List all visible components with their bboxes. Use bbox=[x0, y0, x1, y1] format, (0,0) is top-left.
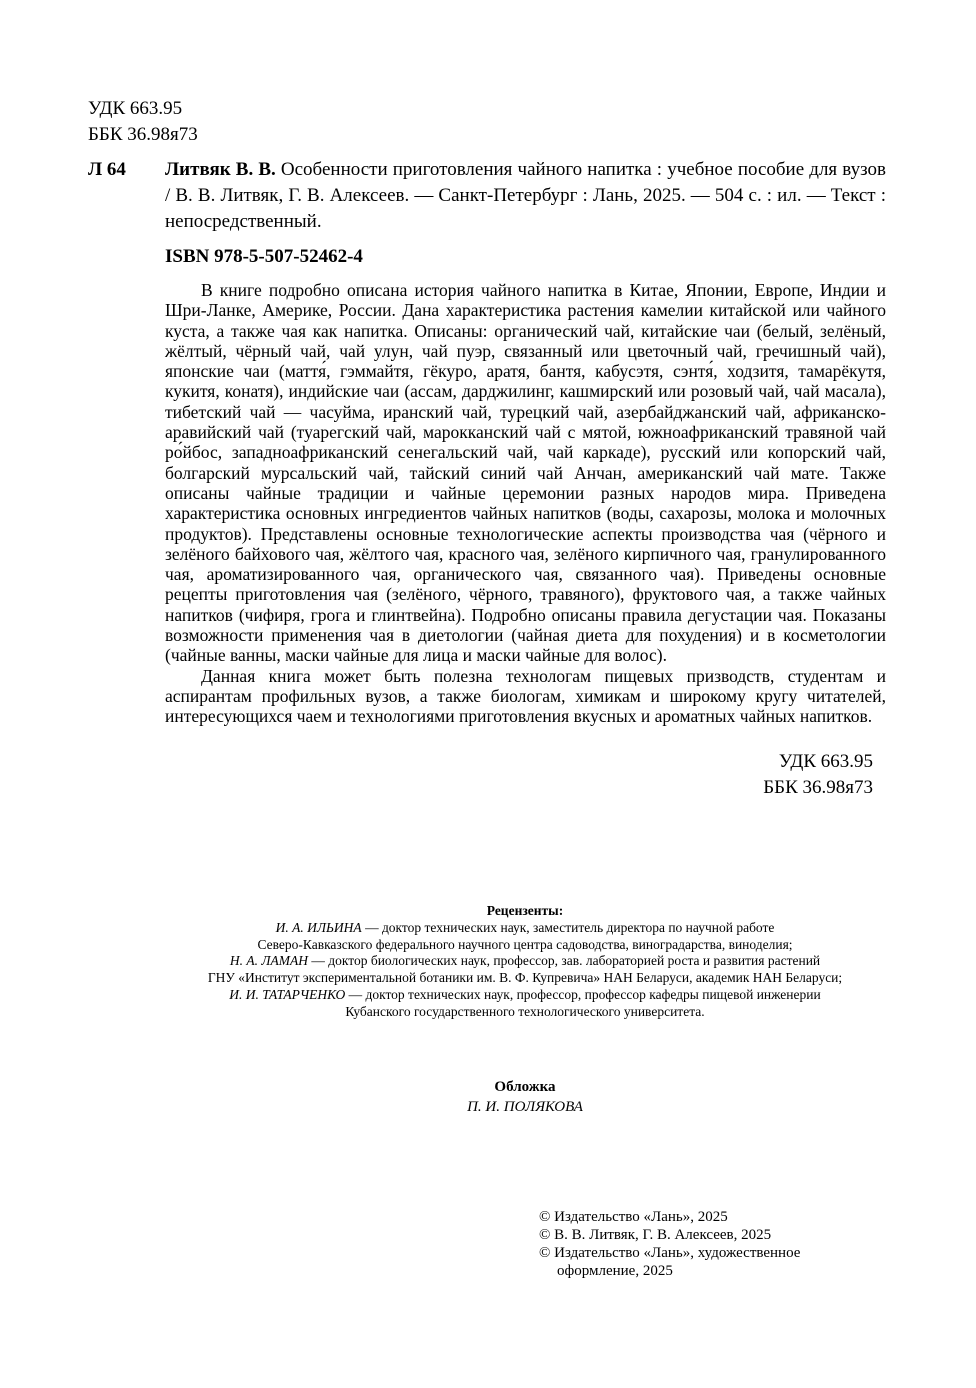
copyright-line-2: © В. В. Литвяк, Г. В. Алексеев, 2025 bbox=[539, 1227, 772, 1243]
reviewer-name: Н. А. ЛАМАН bbox=[229, 953, 308, 969]
citation-description: Особенности приготовления чайного напитка : учебное пособие для вузов / В. В. Литвяк, Г. В. Алексеев. — Санкт-Петербург : Лань, 2025. — 504 с. : ил. — Текст : непосредственный. bbox=[165, 159, 886, 232]
abstract-paragraph-1: В книге подробно описана история чайного напитка в Китае, Японии, Европе, Индии и Шри-Ланке, Америке, России. Дана характеристика растения камелии китайской или чайного куста, а также чая как напитка. Описаны: органический чай, китайские чаи (белый, зелёный, жёлтый, чёрный чай, чай улун, чай пуэр, связанный или цветочный чай, гречишный чай), японские чаи (маття́, гэммайтя, гёкуро, аратя, бантя, кабусэтя, сэнтя́, ходзитя, тамарёкутя, кукитя, конатя), индийские чаи (ассам, дарджилинг, кашмирский или розовый чай, чай масала), тибетский чай — часуйма, иранский чай, турецкий чай, азербайджанский чай, африканско-аравийский чай (туарегский чай, марокканский чай с мятой, южноафриканский травяной чай ро́йбос, западноафриканский сенегальский чай, чай каркаде), русский или копорский чай, болгарский мурсальский чай, тайский синий чай Анчан, американский чай мате. Также описаны чайные традиции и чайные церемонии разных народов мира. Приведена характеристика основных ингредиентов чайных напитков (воды, сахарозы, молока и молочных продуктов). Представлены основные технологические аспекты производства чая (чёрного и зелёного байхового чая, жёлтого чая, красного чая, зелёного кирпичного чая, гранулированного чая, ароматизированного чая, органического чая, связанного чая). Приведены основные рецепты приготовления чая (зелёного, чёрного, травяного), фруктового чая, а также чайных напитков (чифиря, грога и глинтвейна). Подробно описаны правила дегустации чая. Показаны возможности применения чая в диетологии (чайная диета для похудения) и в косметологии (чайные ванны, маски чайные для лица и маски чайные для волос). bbox=[165, 280, 886, 666]
copyright-block bbox=[539, 1208, 800, 1280]
classification-block-top bbox=[88, 96, 198, 148]
udk-code-bottom: УДК 663.95 bbox=[778, 751, 873, 772]
copyright-line-1: © Издательство «Лань», 2025 bbox=[539, 1209, 728, 1225]
reviewer-description: — доктор биологических наук, профессор, зав. лабораторией роста и развития растений bbox=[307, 953, 821, 969]
udk-code-top: УДК 663.95 bbox=[88, 98, 183, 119]
reviewer-name: И. А. ИЛЬИНА bbox=[275, 919, 362, 935]
reviewer-affiliation: ГНУ «Институт экспериментальной ботаники им. В. Ф. Купревича» НАН Беларуси, академик НАН Беларуси; bbox=[207, 970, 843, 986]
reviewer-name: И. И. ТАТАРЧЕНКО bbox=[229, 986, 346, 1002]
reviewer-2 bbox=[100, 953, 950, 987]
reviewer-affiliation: Кубанского государственного технологического университета. bbox=[345, 1003, 705, 1019]
isbn: ISBN 978-5-507-52462-4 bbox=[165, 246, 363, 267]
reviewer-description: — доктор технических наук, заместитель директора по научной работе bbox=[361, 919, 775, 935]
classification-block-bottom bbox=[700, 749, 873, 801]
bbk-code-bottom: ББК 36.98я73 bbox=[763, 777, 873, 798]
reviewer-3 bbox=[100, 987, 950, 1021]
copyright-line-3-continued: оформление, 2025 bbox=[557, 1263, 673, 1279]
abstract bbox=[165, 280, 886, 727]
bibliographic-citation bbox=[165, 157, 886, 235]
cover-credit bbox=[100, 1077, 950, 1117]
reviewer-description: — доктор технических наук, профессор, профессор кафедры пищевой инженерии bbox=[345, 986, 821, 1002]
citation-author: Литвяк В. В. bbox=[165, 159, 276, 180]
reviewers-section bbox=[100, 903, 950, 1021]
abstract-paragraph-2: Данная книга может быть полезна технологам пищевых призводств, студентам и аспирантам профильных вузов, а также биологам, химикам и широкому кругу читателей, интересующихся чаем и технологиями приготовления вкусных и ароматных чайных напитков. bbox=[165, 665, 886, 727]
reviewers-heading: Рецензенты: bbox=[486, 903, 564, 918]
bbk-code-top: ББК 36.98я73 bbox=[88, 124, 198, 145]
cover-heading: Обложка bbox=[494, 1079, 556, 1095]
reviewer-1 bbox=[100, 920, 950, 954]
author-sign: Л 64 bbox=[88, 159, 126, 180]
reviewer-affiliation: Северо-Кавказского федерального научного центра садоводства, виноградарства, виноделия; bbox=[257, 936, 793, 952]
cover-designer: П. И. ПОЛЯКОВА bbox=[467, 1099, 583, 1115]
copyright-line-3: © Издательство «Лань», художественное bbox=[539, 1245, 801, 1261]
